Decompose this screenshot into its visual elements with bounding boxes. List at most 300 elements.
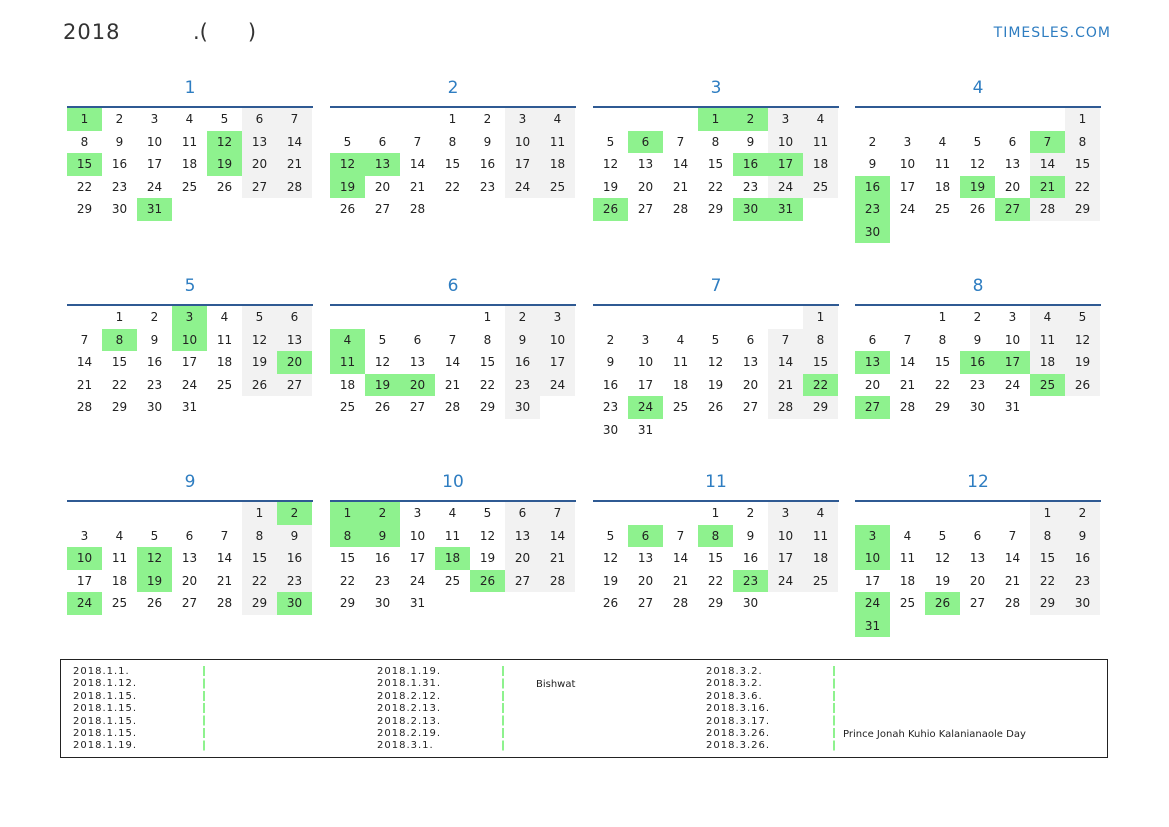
note-date: 2018.3.17. <box>706 715 771 727</box>
day-cell: 2 <box>606 332 615 347</box>
month-title: 10 <box>442 472 464 492</box>
day-cell: 6 <box>746 332 755 347</box>
day-cell: 26 <box>374 400 391 415</box>
day-cell: 5 <box>220 112 229 127</box>
day-cell: 21 <box>444 377 461 392</box>
day-cell: 6 <box>413 332 422 347</box>
day-cell: 19 <box>242 351 277 374</box>
day-cell: 9 <box>973 332 982 347</box>
day-cell: 3 <box>150 112 159 127</box>
note-date: 2018.2.19. <box>377 728 442 740</box>
day-cell: 29 <box>707 202 724 217</box>
day-cell: 4 <box>1030 306 1065 329</box>
day-cell: 28 <box>76 400 93 415</box>
day-cell: 18 <box>803 547 838 570</box>
day-cell: 10 <box>768 525 803 548</box>
holiday-name: Bishwat <box>536 679 576 690</box>
empty-cell <box>330 306 365 329</box>
day-cell: 17 <box>899 179 916 194</box>
day-cell: 12 <box>242 329 277 352</box>
day-cell: 16 <box>146 355 163 370</box>
empty-cell <box>67 502 102 525</box>
holiday-day-cell: 19 <box>365 374 400 397</box>
day-cell: 13 <box>969 551 986 566</box>
day-cell: 11 <box>934 157 951 172</box>
day-cell: 15 <box>803 351 838 374</box>
day-cell: 22 <box>1065 176 1100 199</box>
month-grid <box>330 108 576 221</box>
month-grid <box>67 108 313 221</box>
day-cell: 20 <box>742 377 759 392</box>
holiday-day-cell: 1 <box>698 108 733 131</box>
month-grid <box>855 502 1101 637</box>
note-date: 2018.2.12. <box>377 690 442 702</box>
day-cell: 27 <box>181 596 198 611</box>
day-cell: 23 <box>505 374 540 397</box>
day-cell: 11 <box>803 525 838 548</box>
empty-cell <box>995 502 1030 525</box>
day-cell: 24 <box>409 573 426 588</box>
empty-cell <box>365 108 400 131</box>
day-cell: 18 <box>899 573 916 588</box>
day-cell: 11 <box>899 551 916 566</box>
day-cell: 30 <box>742 596 759 611</box>
month-title: 4 <box>972 78 984 98</box>
notes-col3-dates <box>706 666 770 753</box>
day-cell: 18 <box>216 355 233 370</box>
day-cell: 24 <box>146 179 163 194</box>
day-cell: 23 <box>111 179 128 194</box>
day-cell: 19 <box>602 573 619 588</box>
day-cell: 3 <box>903 134 912 149</box>
day-cell: 14 <box>540 525 575 548</box>
day-cell: 24 <box>768 570 803 593</box>
day-cell: 5 <box>711 332 720 347</box>
notes-col1-dates <box>73 666 137 753</box>
day-cell: 14 <box>672 157 689 172</box>
day-cell: 15 <box>242 547 277 570</box>
empty-cell <box>890 306 925 329</box>
holiday-name: Prince Jonah Kuhio Kalanianaole Day <box>843 729 1026 740</box>
day-cell: 31 <box>637 422 654 437</box>
day-cell: 29 <box>339 596 356 611</box>
day-cell: 12 <box>934 551 951 566</box>
holiday-day-cell: 19 <box>330 176 365 199</box>
day-cell: 10 <box>899 157 916 172</box>
day-cell: 24 <box>505 176 540 199</box>
day-cell: 14 <box>277 131 312 154</box>
empty-cell <box>925 108 960 131</box>
day-cell: 19 <box>602 179 619 194</box>
day-cell: 4 <box>938 134 947 149</box>
day-cell: 29 <box>1065 198 1100 221</box>
month-title: 3 <box>710 78 722 98</box>
holiday-day-cell: 9 <box>365 525 400 548</box>
day-cell: 10 <box>146 134 163 149</box>
holiday-day-cell: 3 <box>855 525 890 548</box>
day-cell: 22 <box>479 377 496 392</box>
day-cell: 23 <box>277 570 312 593</box>
holiday-day-cell: 25 <box>1030 374 1065 397</box>
day-cell: 17 <box>540 351 575 374</box>
holiday-day-cell: 8 <box>102 329 137 352</box>
holiday-day-cell: 22 <box>803 374 838 397</box>
day-cell: 27 <box>637 596 654 611</box>
day-cell: 7 <box>676 134 685 149</box>
day-cell: 10 <box>637 355 654 370</box>
day-cell: 8 <box>80 134 89 149</box>
month-grid <box>330 306 576 419</box>
day-cell: 5 <box>378 332 387 347</box>
day-cell: 30 <box>969 400 986 415</box>
day-cell: 20 <box>969 573 986 588</box>
holiday-day-cell: 12 <box>207 131 242 154</box>
day-cell: 24 <box>181 377 198 392</box>
day-cell: 11 <box>216 332 233 347</box>
day-cell: 22 <box>1030 570 1065 593</box>
month-block <box>855 73 1101 243</box>
day-cell: 29 <box>1030 592 1065 615</box>
day-cell: 15 <box>479 355 496 370</box>
calendar-year: 2018 <box>63 20 121 44</box>
day-cell: 20 <box>181 573 198 588</box>
day-cell: 9 <box>483 134 492 149</box>
day-cell: 22 <box>444 179 461 194</box>
day-cell: 8 <box>938 332 947 347</box>
day-cell: 26 <box>969 202 986 217</box>
day-cell: 8 <box>242 525 277 548</box>
empty-cell <box>663 108 698 131</box>
day-cell: 13 <box>742 355 759 370</box>
note-date: 2018.1.15. <box>73 715 138 727</box>
day-cell: 14 <box>899 355 916 370</box>
day-cell: 12 <box>707 355 724 370</box>
day-cell: 5 <box>938 528 947 543</box>
day-cell: 4 <box>220 310 229 325</box>
holiday-day-cell: 19 <box>207 153 242 176</box>
day-cell: 11 <box>672 355 689 370</box>
day-cell: 7 <box>1008 528 1017 543</box>
day-cell: 15 <box>707 551 724 566</box>
empty-cell <box>855 502 890 525</box>
day-cell: 15 <box>339 551 356 566</box>
month-block <box>67 467 313 615</box>
day-cell: 12 <box>479 528 496 543</box>
month-title: 9 <box>184 472 196 492</box>
day-cell: 7 <box>768 329 803 352</box>
holiday-day-cell: 11 <box>330 351 365 374</box>
day-cell: 12 <box>602 157 619 172</box>
day-cell: 7 <box>413 134 422 149</box>
day-cell: 23 <box>146 377 163 392</box>
day-cell: 24 <box>540 374 575 397</box>
day-cell: 21 <box>672 179 689 194</box>
day-cell: 5 <box>973 134 982 149</box>
day-cell: 26 <box>339 202 356 217</box>
holiday-day-cell: 17 <box>768 153 803 176</box>
site-brand-link[interactable]: TIMESLES.COM <box>993 25 1111 41</box>
note-date: 2018.3.6. <box>706 690 763 702</box>
note-date: 2018.3.2. <box>706 666 763 677</box>
notes-col3-divider <box>833 666 835 752</box>
month-block <box>330 73 576 221</box>
day-cell: 16 <box>505 351 540 374</box>
day-cell: 24 <box>1004 377 1021 392</box>
day-cell: 29 <box>242 592 277 615</box>
holiday-day-cell: 1 <box>330 502 365 525</box>
holiday-day-cell: 15 <box>67 153 102 176</box>
month-title: 1 <box>184 78 196 98</box>
day-cell: 7 <box>220 528 229 543</box>
day-cell: 21 <box>216 573 233 588</box>
note-date: 2018.1.19. <box>377 666 442 677</box>
day-cell: 25 <box>672 400 689 415</box>
day-cell: 2 <box>973 310 982 325</box>
day-cell: 9 <box>868 157 877 172</box>
day-cell: 17 <box>505 153 540 176</box>
day-cell: 5 <box>150 528 159 543</box>
day-cell: 2 <box>505 306 540 329</box>
day-cell: 27 <box>637 202 654 217</box>
day-cell: 1 <box>242 502 277 525</box>
day-cell: 17 <box>637 377 654 392</box>
day-cell: 20 <box>242 153 277 176</box>
empty-cell <box>890 108 925 131</box>
empty-cell <box>925 502 960 525</box>
holiday-day-cell: 12 <box>137 547 172 570</box>
day-cell: 3 <box>1008 310 1017 325</box>
day-cell: 14 <box>76 355 93 370</box>
day-cell: 21 <box>672 573 689 588</box>
holiday-day-cell: 20 <box>400 374 435 397</box>
empty-cell <box>698 306 733 329</box>
empty-cell <box>995 108 1030 131</box>
day-cell: 26 <box>1065 374 1100 397</box>
day-cell: 17 <box>76 573 93 588</box>
holiday-day-cell: 27 <box>995 198 1030 221</box>
day-cell: 22 <box>242 570 277 593</box>
day-cell: 25 <box>111 596 128 611</box>
day-cell: 18 <box>339 377 356 392</box>
day-cell: 28 <box>409 202 426 217</box>
day-cell: 11 <box>111 551 128 566</box>
holiday-day-cell: 8 <box>698 525 733 548</box>
day-cell: 18 <box>1030 351 1065 374</box>
notes-col1-divider <box>203 666 205 752</box>
notes-col2-divider <box>502 666 504 752</box>
empty-cell <box>628 502 663 525</box>
day-cell: 23 <box>742 179 759 194</box>
day-cell: 27 <box>742 400 759 415</box>
day-cell: 6 <box>1008 134 1017 149</box>
holiday-day-cell: 6 <box>628 131 663 154</box>
holiday-day-cell: 23 <box>855 198 890 221</box>
day-cell: 16 <box>1065 547 1100 570</box>
month-block <box>593 73 839 221</box>
day-cell: 28 <box>672 202 689 217</box>
day-cell: 4 <box>903 528 912 543</box>
day-cell: 17 <box>146 157 163 172</box>
day-cell: 17 <box>181 355 198 370</box>
day-cell: 3 <box>505 108 540 131</box>
holiday-day-cell: 8 <box>330 525 365 548</box>
day-cell: 20 <box>864 377 881 392</box>
day-cell: 18 <box>672 377 689 392</box>
holiday-day-cell: 19 <box>137 570 172 593</box>
day-cell: 20 <box>374 179 391 194</box>
header-subtitle: .( ) <box>193 20 257 44</box>
holiday-day-cell: 30 <box>277 592 312 615</box>
empty-cell <box>890 502 925 525</box>
day-cell: 8 <box>448 134 457 149</box>
day-cell: 7 <box>80 332 89 347</box>
day-cell: 27 <box>374 202 391 217</box>
day-cell: 28 <box>277 176 312 199</box>
day-cell: 7 <box>540 502 575 525</box>
holiday-day-cell: 10 <box>67 547 102 570</box>
day-cell: 1 <box>115 310 124 325</box>
holiday-day-cell: 26 <box>470 570 505 593</box>
note-date: 2018.1.12. <box>73 678 138 690</box>
holiday-day-cell: 12 <box>330 153 365 176</box>
note-date: 2018.2.13. <box>377 715 442 727</box>
day-cell: 1 <box>803 306 838 329</box>
holiday-day-cell: 6 <box>628 525 663 548</box>
day-cell: 24 <box>899 202 916 217</box>
empty-cell <box>330 108 365 131</box>
day-cell: 7 <box>676 528 685 543</box>
holiday-day-cell: 18 <box>435 547 470 570</box>
day-cell: 10 <box>1004 332 1021 347</box>
day-cell: 17 <box>768 547 803 570</box>
holiday-day-cell: 19 <box>960 176 995 199</box>
day-cell: 13 <box>637 551 654 566</box>
day-cell: 4 <box>803 108 838 131</box>
day-cell: 30 <box>602 422 619 437</box>
day-cell: 6 <box>277 306 312 329</box>
day-cell: 18 <box>181 157 198 172</box>
day-cell: 3 <box>641 332 650 347</box>
day-cell: 6 <box>973 528 982 543</box>
day-cell: 25 <box>444 573 461 588</box>
day-cell: 28 <box>672 596 689 611</box>
empty-cell <box>663 306 698 329</box>
day-cell: 20 <box>505 547 540 570</box>
day-cell: 29 <box>76 202 93 217</box>
day-cell: 28 <box>768 396 803 419</box>
holiday-day-cell: 31 <box>855 615 890 638</box>
day-cell: 2 <box>115 112 124 127</box>
day-cell: 23 <box>374 573 391 588</box>
day-cell: 5 <box>483 506 492 521</box>
day-cell: 12 <box>969 157 986 172</box>
note-date: 2018.3.26. <box>706 740 771 752</box>
empty-cell <box>855 108 890 131</box>
day-cell: 7 <box>277 108 312 131</box>
day-cell: 28 <box>899 400 916 415</box>
day-cell: 6 <box>378 134 387 149</box>
holiday-day-cell: 24 <box>855 592 890 615</box>
day-cell: 13 <box>1004 157 1021 172</box>
day-cell: 25 <box>540 176 575 199</box>
day-cell: 15 <box>1030 547 1065 570</box>
day-cell: 18 <box>540 153 575 176</box>
day-cell: 22 <box>76 179 93 194</box>
day-cell: 16 <box>479 157 496 172</box>
day-cell: 3 <box>413 506 422 521</box>
day-cell: 9 <box>277 525 312 548</box>
day-cell: 22 <box>339 573 356 588</box>
day-cell: 27 <box>969 596 986 611</box>
day-cell: 11 <box>803 131 838 154</box>
empty-cell <box>137 502 172 525</box>
month-block <box>593 271 839 441</box>
day-cell: 24 <box>768 176 803 199</box>
day-cell: 14 <box>672 551 689 566</box>
day-cell: 4 <box>676 332 685 347</box>
empty-cell <box>435 306 470 329</box>
day-cell: 19 <box>707 377 724 392</box>
month-block <box>330 467 576 615</box>
day-cell: 12 <box>1065 329 1100 352</box>
empty-cell <box>102 502 137 525</box>
holiday-day-cell: 4 <box>330 329 365 352</box>
holiday-day-cell: 31 <box>768 198 803 221</box>
month-title: 11 <box>705 472 727 492</box>
month-title: 7 <box>710 276 722 296</box>
day-cell: 6 <box>868 332 877 347</box>
holiday-day-cell: 24 <box>628 396 663 419</box>
empty-cell <box>628 306 663 329</box>
day-cell: 11 <box>1030 329 1065 352</box>
day-cell: 30 <box>146 400 163 415</box>
day-cell: 30 <box>1065 592 1100 615</box>
day-cell: 27 <box>505 570 540 593</box>
day-cell: 29 <box>803 396 838 419</box>
month-grid <box>330 502 576 615</box>
day-cell: 16 <box>374 551 391 566</box>
day-cell: 14 <box>1030 153 1065 176</box>
day-cell: 13 <box>277 329 312 352</box>
holiday-day-cell: 17 <box>995 351 1030 374</box>
note-date: 2018.3.2. <box>706 678 763 690</box>
day-cell: 9 <box>746 528 755 543</box>
month-title: 12 <box>967 472 989 492</box>
note-date: 2018.1.15. <box>73 703 138 715</box>
holiday-day-cell: 16 <box>855 176 890 199</box>
day-cell: 18 <box>803 153 838 176</box>
holiday-day-cell: 27 <box>855 396 890 419</box>
empty-cell <box>768 306 803 329</box>
holiday-day-cell: 26 <box>593 198 628 221</box>
month-block <box>67 271 313 419</box>
day-cell: 12 <box>602 551 619 566</box>
day-cell: 30 <box>374 596 391 611</box>
day-cell: 31 <box>1004 400 1021 415</box>
day-cell: 14 <box>1004 551 1021 566</box>
empty-cell <box>593 306 628 329</box>
day-cell: 10 <box>768 131 803 154</box>
month-block <box>593 467 839 615</box>
holiday-day-cell: 30 <box>733 198 768 221</box>
note-date: 2018.3.16. <box>706 703 771 715</box>
note-date: 2018.2.13. <box>377 703 442 715</box>
note-date: 2018.1.15. <box>73 690 138 702</box>
day-cell: 1 <box>1030 502 1065 525</box>
day-cell: 26 <box>216 179 233 194</box>
month-title: 6 <box>447 276 459 296</box>
day-cell: 4 <box>448 506 457 521</box>
